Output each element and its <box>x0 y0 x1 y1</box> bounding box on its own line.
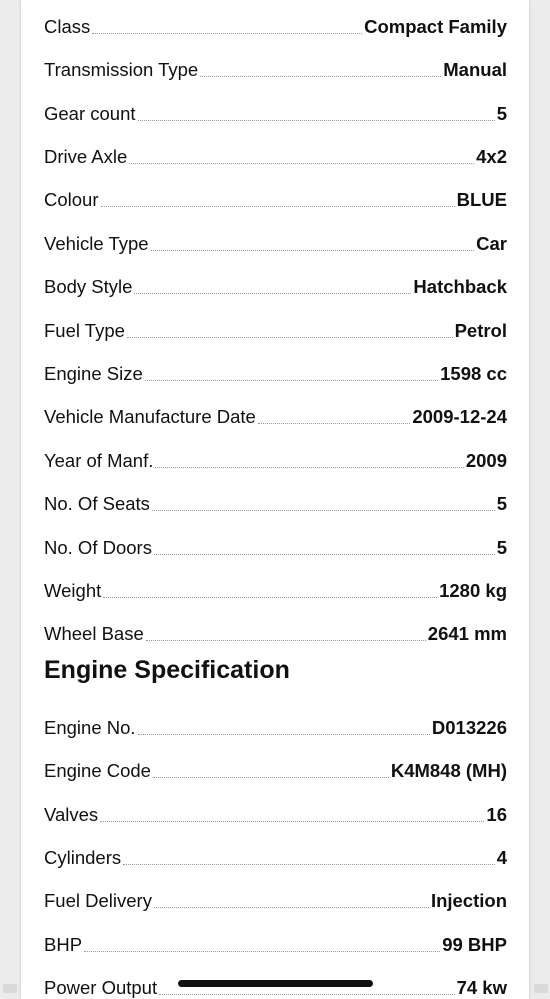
dotted-leader <box>129 163 474 164</box>
spec-row-engine-size <box>44 355 507 385</box>
dotted-leader <box>146 640 426 641</box>
spec-value: 4x2 <box>476 146 507 167</box>
spec-label: Body Style <box>44 276 133 297</box>
spec-row-colour <box>44 181 507 211</box>
spec-row-weight <box>44 572 507 602</box>
home-indicator-bar[interactable] <box>178 980 373 987</box>
spec-value: BLUE <box>456 189 507 210</box>
spec-value: Petrol <box>454 320 507 341</box>
spec-label: Valves <box>44 804 99 825</box>
spec-value: 5 <box>496 493 507 514</box>
spec-value: 99 BHP <box>442 934 507 955</box>
dotted-leader <box>138 734 430 735</box>
spec-label: Weight <box>44 580 102 601</box>
engine-row-cylinders <box>44 839 507 869</box>
engine-row-valves <box>44 796 507 826</box>
spec-value: 4 <box>496 847 507 868</box>
dotted-leader <box>154 554 495 555</box>
dotted-leader <box>92 33 362 34</box>
spec-value: 2641 mm <box>427 623 507 644</box>
spec-row-class <box>44 8 507 38</box>
spec-value: Injection <box>430 890 507 911</box>
spec-row-wheel-base <box>44 615 507 645</box>
spec-row-transmission-type <box>44 51 507 81</box>
dotted-leader <box>127 337 453 338</box>
spec-label: BHP <box>44 934 83 955</box>
spec-label: No. Of Doors <box>44 537 152 558</box>
spec-value: 2009-12-24 <box>412 406 507 427</box>
spec-value: 1280 kg <box>439 580 507 601</box>
dotted-leader <box>145 380 438 381</box>
spec-value: 5 <box>496 537 507 558</box>
spec-value: 74 kw <box>456 977 507 998</box>
spec-value: 5 <box>496 103 507 124</box>
spec-value: Manual <box>443 59 507 80</box>
spec-label: Fuel Type <box>44 320 125 341</box>
spec-label: Gear count <box>44 103 136 124</box>
spec-label: Class <box>44 16 91 37</box>
spec-row-no-of-seats <box>44 485 507 515</box>
spec-label: Engine Size <box>44 363 143 384</box>
dotted-leader <box>151 250 475 251</box>
spec-row-vehicle-manufacture-date <box>44 398 507 428</box>
dotted-leader <box>153 777 389 778</box>
dotted-leader <box>138 120 495 121</box>
spec-row-vehicle-type <box>44 225 507 255</box>
watermark-mark <box>3 984 17 993</box>
spec-label: Vehicle Type <box>44 233 149 254</box>
spec-value: 1598 cc <box>440 363 507 384</box>
spec-value: Compact Family <box>364 16 507 37</box>
spec-value: 2009 <box>465 450 507 471</box>
vehicle-spec-sheet <box>21 0 529 999</box>
dotted-leader <box>123 864 495 865</box>
engine-row-fuel-delivery <box>44 882 507 912</box>
spec-row-gear-count <box>44 95 507 125</box>
dotted-leader <box>200 76 441 77</box>
dotted-leader <box>134 293 411 294</box>
spec-row-no-of-doors <box>44 529 507 559</box>
spec-value: Car <box>476 233 507 254</box>
dotted-leader <box>258 423 411 424</box>
spec-value: Hatchback <box>413 276 507 297</box>
spec-label: No. Of Seats <box>44 493 150 514</box>
dotted-leader <box>155 467 463 468</box>
engine-row-engine-no <box>44 709 507 739</box>
dotted-leader <box>100 821 484 822</box>
spec-row-year-of-manf <box>44 442 507 472</box>
spec-row-body-style <box>44 268 507 298</box>
spec-value: 16 <box>486 804 507 825</box>
engine-specification-heading: Engine Specification <box>44 656 290 684</box>
spec-row-fuel-type <box>44 312 507 342</box>
spec-value: D013226 <box>431 717 507 738</box>
spec-label: Year of Manf. <box>44 450 154 471</box>
watermark-mark <box>534 984 548 993</box>
spec-label: Cylinders <box>44 847 122 868</box>
dotted-leader <box>154 907 429 908</box>
engine-row-engine-code <box>44 752 507 782</box>
spec-label: Colour <box>44 189 99 210</box>
spec-label: Engine Code <box>44 760 151 781</box>
spec-row-drive-axle <box>44 138 507 168</box>
dotted-leader <box>103 597 437 598</box>
spec-label: Fuel Delivery <box>44 890 152 911</box>
dotted-leader <box>101 206 455 207</box>
spec-label: Drive Axle <box>44 146 128 167</box>
engine-row-bhp <box>44 926 507 956</box>
spec-label: Transmission Type <box>44 59 199 80</box>
spec-label: Engine No. <box>44 717 136 738</box>
spec-label: Power Output <box>44 977 158 998</box>
spec-value: K4M848 (MH) <box>390 760 507 781</box>
dotted-leader <box>159 994 454 995</box>
spec-label: Wheel Base <box>44 623 144 644</box>
dotted-leader <box>152 510 495 511</box>
dotted-leader <box>84 951 440 952</box>
spec-label: Vehicle Manufacture Date <box>44 406 256 427</box>
